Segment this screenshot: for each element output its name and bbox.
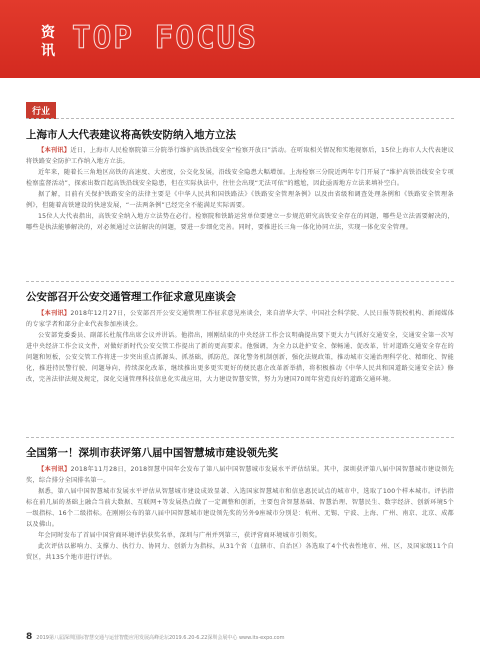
paragraph: 近年来，随着长三角地区高铁的高速度、大密度，公交化发展，沿线安全隐患大幅增加。上海检察三分院近两年专门开展了“维护高铁沿线安全专项检察监督活动”，探索出数百起高铁沿线安全隐患，但在实际执法中，往往会出现“无法可依”的尴尬，因此亟需地方立法来填补空白。 (26, 169, 454, 187)
paragraph: 公安部党委委员、副部长杜航伟出席会议并讲话。他指出，刚刚结束的中央经济工作会议明确提出要下更大力气抓好交通安全，交通安全第一次写进中央经济工作会议文件，对做好新时代公安交管工作提出了新的更高要求。他强调，为全力以赴护安全、保畅通、促改革，针对道路交通安全存在的问题和短板，公安交管工作将进一步突出重点抓源头、抓基础，抓防范，深化警务机制创新，强化法规政策，推动城市交通治理科学化、精细化、智能化，推进持民警行驶、问题导向，持续深化改革，继续推出更多更实更好的便民惠企改革新举措，将积极推动《中华人民共和国道路交通安全法》修改，完善法律法规及规定，深化交通管理科技信息化实战应用，大力建设智慧安管，努力为建国70周年营造良好的道路交通环境。 (26, 332, 454, 383)
paragraph: 年会同时发布了首届中国营商环境评估获奖名单，深圳与广州并列第三，获评营商环境城市引领奖。 (38, 532, 322, 539)
article-tag: 【本刊讯】 (38, 466, 71, 473)
divider (26, 118, 454, 119)
article-body (26, 145, 454, 233)
paragraph: 【本刊讯】2018年11月28日，2018智慧中国年会发布了第八届中国智慧城市发展水平评估结果。其中，深圳获评第八届中国智慧城市建设领先奖，综合排分全国排名第一。 (26, 466, 454, 484)
paragraph: 据了解，目前有关保护铁路安全的法律主要是《中华人民共和国铁路法》《铁路安全管理条例》以及由省级和调查处理条例和《铁路安全管理条例》，但随着高铁建设的快速发展，“一法两条例”已经完全不能满足实际需要。 (26, 191, 454, 209)
banner-title: TOP FOCUS (72, 20, 258, 56)
footer-text: 2019第八届深圳国际智慧交通与运营智能应用发展高峰论坛2019.6.20-6.22深圳会展中心 www.its-expo.com (36, 635, 285, 641)
divider (26, 437, 454, 438)
header-banner (0, 0, 480, 78)
page-footer (26, 632, 285, 642)
section-label: 行业 (26, 102, 56, 119)
article-body (26, 308, 454, 385)
page-number: 8 (26, 632, 33, 642)
divider (26, 281, 454, 282)
paragraph: 据悉，第八届中国智慧城市发展水平评估从智慧城市建设成效显著、入选国家智慧城市和信息惠民试点的城市中，选取了100个样本城市。评估指标在前几届的基础上融合当前大数据、互联网+等发展热点做了一定调整和创新，主要包含智慧基础、智慧治理、智慧民生、数字经济、创新环境5个一级指标、16个二级指标。在刚刚公布的第八届中国智慧城市建设领先奖的另外9座城市分别是：杭州、无锡、宁波、上海、广州、南京、北京、成都以及佛山。 (26, 488, 454, 528)
article-title: 公安部召开公安交通管理工作征求意见座谈会 (26, 291, 236, 303)
paragraph: 【本刊讯】2018年12月27日，公安部召开公安交通管理工作征求意见座谈会，来自清华大学、中国社会科学院、人民日报等院校机构、新闻媒体的专家学者和部分企业代表参加座谈会。 (26, 310, 455, 328)
tag-char-bottom: 讯 (41, 43, 55, 59)
paragraph: 此次评估以影响力、支撑力、执行力、协同力、创新力为指标，从31个省（直辖市、自治区）各选取了4个代表性地市、州、区，及国家级11个自贸区，共135个地市进行评估。 (26, 543, 454, 561)
section-tag (32, 6, 64, 78)
article-title: 全国第一！深圳市获评第八届中国智慧城市建设领先奖 (26, 447, 278, 459)
paragraph: 【本刊讯】近日，上海市人民检察院第三分院举行维护高铁沿线安全“检察开放日”活动。在听取相关情况和实地视察后，15位上海市人大代表建议将铁路安全防护工作纳入地方立法。 (26, 147, 455, 165)
article-tag: 【本刊讯】 (38, 147, 71, 154)
article-tag: 【本刊讯】 (38, 310, 71, 317)
article-title: 上海市人大代表建议将高铁安防纳入地方立法 (26, 129, 236, 141)
tag-char-top: 资 (41, 25, 55, 41)
article-body (26, 464, 454, 563)
paragraph: 15位人大代表指出，高铁安全纳入地方立法势在必行。检察院和铁路运营单位要建立一步规范研究高铁安全存在的问题，哪些是立法需要解决的，哪些是执法能够解决的，对必须通过立法解决的问题，要进一步细化完善。同时，要推进长三角一体化协同立法，实现一体化安全管理。 (26, 213, 454, 231)
